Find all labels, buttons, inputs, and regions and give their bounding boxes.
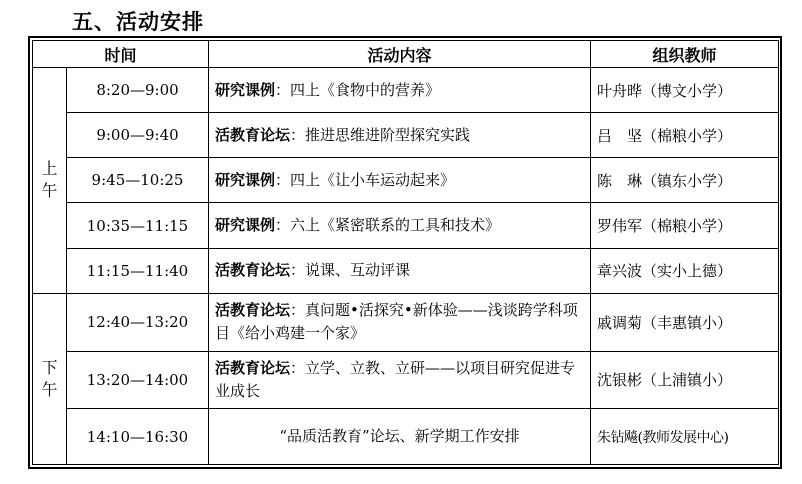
table-row [33, 203, 779, 248]
period-afternoon [33, 293, 67, 464]
row-text: ：六上《紧密联系的工具和技术》 [275, 216, 501, 235]
row-time: 8:20—9:00 [67, 68, 209, 113]
row-time: 9:00—9:40 [67, 113, 209, 158]
row-text: ：真问题•活探究•新体验——浅谈跨学科项目《给小鸡建一个家》 [215, 301, 578, 343]
period-afternoon-label: 下 午 [41, 357, 58, 399]
row-text: ：推进思维进阶型探究实践 [290, 125, 471, 144]
header-time: 时间 [33, 41, 209, 68]
row-teacher: 沈银彬（上浦镇小） [591, 351, 779, 409]
table-row [33, 351, 779, 409]
header-row [33, 41, 779, 68]
row-tag: 研究课例 [215, 216, 276, 235]
row-tag: 活教育论坛 [215, 301, 291, 320]
row-teacher: 叶舟晔（博文小学） [591, 68, 779, 113]
section-title: 五、活动安排 [72, 10, 204, 34]
row-teacher: 戚调菊（丰惠镇小） [591, 293, 779, 351]
row-content [209, 409, 591, 465]
row-content [209, 293, 591, 351]
row-tag: 研究课例 [215, 80, 276, 99]
row-text: ：说课、互动评课 [290, 261, 411, 280]
schedule-table [32, 40, 779, 465]
table-row [33, 158, 779, 203]
header-content: 活动内容 [209, 41, 591, 68]
row-content [209, 158, 591, 203]
row-tag: 研究课例 [215, 170, 276, 189]
row-time: 14:10—16:30 [67, 409, 209, 465]
row-time: 12:40—13:20 [67, 293, 209, 351]
row-tag: 活教育论坛 [215, 261, 291, 280]
row-tag: 活教育论坛 [215, 358, 291, 377]
row-text: ：四上《食物中的营养》 [275, 80, 441, 99]
period-morning-label: 上 午 [41, 159, 58, 201]
row-text: ：立学、立教、立研——以项目研究促进专业成长 [215, 358, 576, 400]
row-time: 10:35—11:15 [67, 203, 209, 248]
row-tag: 活教育论坛 [215, 125, 291, 144]
row-text: ：四上《让小车运动起来》 [275, 170, 456, 189]
row-time: 13:20—14:00 [67, 351, 209, 409]
row-time: 11:15—11:40 [67, 248, 209, 293]
row-teacher: 罗伟军（棉粮小学） [591, 203, 779, 248]
period-morning [33, 68, 67, 294]
table-row [33, 293, 779, 351]
row-content [209, 248, 591, 293]
header-teacher: 组织教师 [591, 41, 779, 68]
row-time: 9:45—10:25 [67, 158, 209, 203]
row-teacher: 吕 坚（棉粮小学） [591, 113, 779, 158]
row-content [209, 113, 591, 158]
row-content [209, 68, 591, 113]
table-row [33, 68, 779, 113]
row-teacher: 陈 琳（镇东小学） [591, 158, 779, 203]
row-teacher: 朱钻飚(教师发展中心) [591, 409, 779, 465]
row-content [209, 351, 591, 409]
table-row [33, 409, 779, 465]
row-teacher: 章兴波（实小上德） [591, 248, 779, 293]
row-text: “品质活教育”论坛、新学期工作安排 [279, 427, 520, 446]
table-row [33, 248, 779, 293]
row-content [209, 203, 591, 248]
table-row [33, 113, 779, 158]
